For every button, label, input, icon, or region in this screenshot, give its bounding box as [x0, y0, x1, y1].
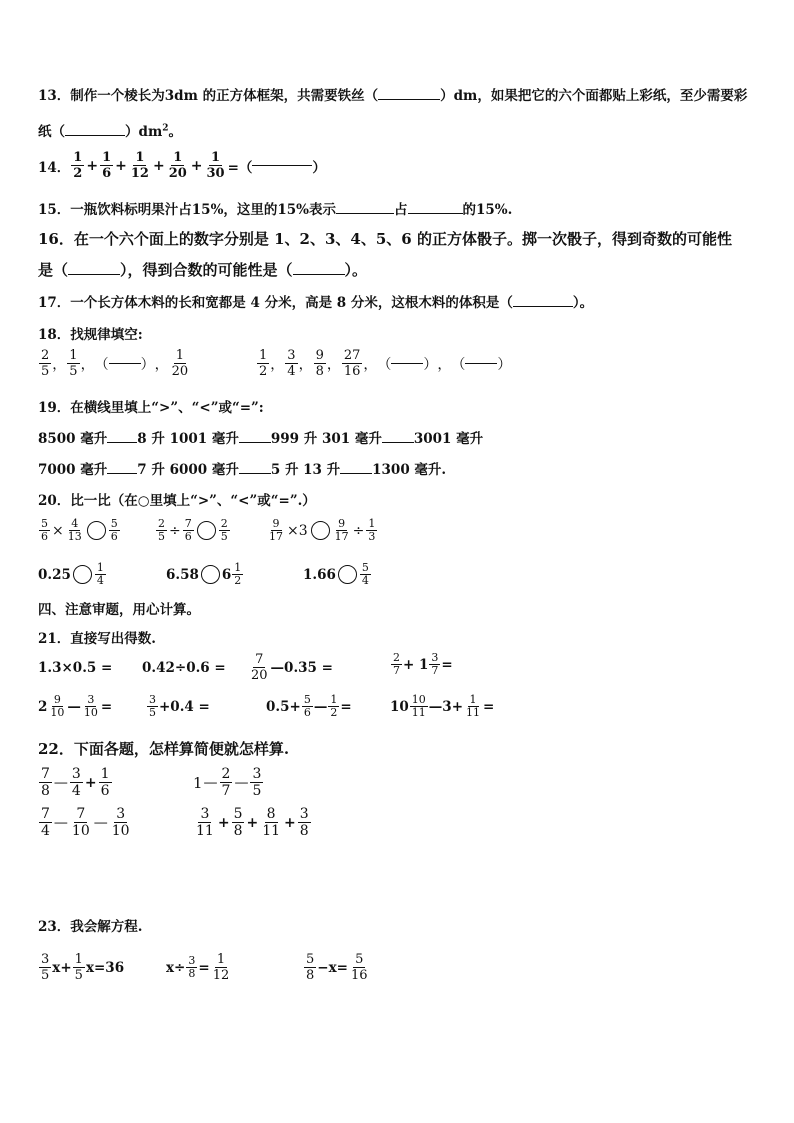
q21-title: 21．直接写出得数.: [38, 631, 156, 647]
text-segment: 1: [193, 773, 203, 792]
numerator: 5: [110, 517, 118, 530]
q22-p1: [38, 766, 113, 799]
compare-circle[interactable]: [73, 565, 92, 584]
text-segment: ，: [363, 356, 378, 373]
text-segment: ）: [140, 356, 155, 373]
denominator: 5: [220, 530, 228, 543]
q20-compare-a2: [155, 518, 231, 543]
text-segment: 3001 毫升: [413, 431, 484, 447]
q18-title: 18．找规律填空:: [38, 327, 143, 343]
denominator: 11: [411, 706, 426, 719]
text-segment: ）: [312, 159, 326, 176]
fraction: [110, 806, 132, 839]
operator: ×3: [287, 522, 308, 539]
numerator: 3: [188, 954, 196, 967]
text-segment: （: [377, 356, 392, 373]
numerator: 3: [116, 806, 126, 822]
text-segment: x=36: [85, 959, 125, 976]
numerator: 9: [272, 517, 280, 530]
denominator: 6: [102, 166, 112, 181]
denominator: 8: [188, 967, 196, 980]
fraction: [211, 952, 232, 983]
numerator: 3: [287, 348, 296, 363]
text-segment: 15．一瓶饮料标明果汁占15%，这里的15%表示: [38, 202, 337, 218]
text-segment: 8500 毫升: [38, 431, 108, 447]
fraction: [99, 766, 112, 799]
text-segment: —: [313, 698, 328, 715]
q13-line2: 纸（ ）$dm^2$。: [38, 123, 182, 140]
denominator: 5: [74, 968, 83, 983]
denominator: 10: [50, 706, 65, 719]
operator: ÷: [352, 522, 365, 539]
fraction: [366, 518, 377, 543]
text-segment: ）: [423, 356, 438, 373]
fraction: [70, 806, 92, 839]
numerator: 1: [469, 693, 477, 706]
text-segment: ，: [326, 356, 341, 373]
fraction: [73, 952, 85, 983]
operator: +: [217, 814, 230, 831]
text-segment: （: [451, 356, 466, 373]
text-segment: 6.58: [166, 566, 199, 583]
answer-blank[interactable]: [391, 363, 423, 364]
numerator: 1: [211, 150, 221, 165]
text-segment: 17．一个长方体木料的长和宽都是 4 分米，高是 8 分米，这根木料的体积是（: [38, 295, 513, 311]
numerator: 1: [173, 150, 183, 165]
fraction: [232, 806, 245, 839]
denominator: 6: [110, 530, 118, 543]
compare-circle[interactable]: [311, 521, 330, 540]
operator: +: [284, 814, 296, 831]
text-segment: =: [340, 698, 352, 715]
numerator: 7: [255, 652, 264, 667]
numerator: 27: [343, 348, 361, 363]
q22-p4: [193, 806, 312, 839]
q19-row-1: [38, 427, 483, 447]
answer-blank[interactable]: [109, 363, 141, 364]
text-segment: ）。: [344, 261, 368, 279]
denominator: 4: [96, 574, 104, 587]
fraction: [464, 694, 482, 719]
fraction: [70, 766, 83, 799]
numerator: 3: [252, 766, 262, 782]
text-segment: =: [100, 698, 113, 715]
denominator: 4: [361, 574, 369, 587]
text-segment: ，: [298, 356, 313, 373]
numerator: 7: [76, 806, 86, 822]
denominator: 2: [330, 706, 338, 719]
denominator: 7: [393, 664, 400, 677]
fraction: [39, 952, 51, 983]
numerator: 3: [41, 952, 50, 967]
q20-compare-b1: [38, 562, 107, 587]
text-segment: 16．在一个六个面上的数字分别是 1、2、3、4、5、6 的正方体骰子。掷一次骰子，得到奇数的可能性: [38, 230, 732, 248]
fraction: [304, 952, 316, 983]
operator: +: [152, 157, 165, 174]
numerator: 2: [158, 517, 165, 530]
denominator: 4: [287, 364, 296, 379]
numerator: 1: [100, 766, 110, 782]
numerator: 1: [135, 150, 145, 165]
numerator: 9: [338, 517, 346, 530]
denominator: 11: [466, 706, 481, 719]
answer-blank[interactable]: [465, 363, 497, 364]
fraction: [391, 652, 402, 677]
q18-sequence-1: [38, 348, 191, 379]
denominator: 2: [259, 364, 268, 379]
numerator: 5: [306, 952, 315, 967]
q22-title: 22．下面各题，怎样算简便就怎样算.: [38, 740, 290, 758]
q22-p2: [193, 766, 264, 799]
text-segment: =: [441, 656, 453, 673]
answer-blank[interactable]: [252, 165, 312, 166]
numerator: 2: [393, 651, 400, 664]
q20-compare-b3: [303, 562, 372, 587]
answer-blank[interactable]: [382, 442, 414, 443]
operator: —: [53, 814, 68, 831]
denominator: 16: [350, 968, 368, 983]
text-segment: （: [94, 356, 109, 373]
numerator: 4: [71, 517, 79, 530]
denominator: 17: [269, 530, 283, 543]
operator: +: [84, 774, 97, 791]
text-segment: 8 升 1001 毫升: [137, 431, 239, 447]
q21-e2: 0.42÷0.6 =: [142, 660, 226, 676]
q21-e4: [390, 652, 453, 677]
fraction: [82, 694, 100, 719]
text-segment: ，: [437, 356, 452, 373]
answer-blank[interactable]: [293, 274, 345, 275]
q15: [38, 198, 512, 218]
denominator: 5: [41, 364, 50, 379]
text-segment: 0.5+: [266, 698, 301, 715]
q21-e6: [146, 694, 210, 719]
q21-e8: [390, 694, 494, 719]
text-segment: —3+: [428, 698, 464, 715]
compare-circle[interactable]: [197, 521, 216, 540]
fraction: [257, 348, 269, 379]
text-segment: 1.66: [303, 566, 336, 583]
denominator: 16: [343, 364, 361, 379]
fraction: [39, 518, 50, 543]
denominator: 7: [221, 783, 231, 799]
answer-blank[interactable]: [378, 99, 440, 100]
fraction: [100, 150, 113, 181]
numerator: 7: [41, 766, 50, 782]
text-segment: x+: [52, 959, 72, 976]
answer-blank[interactable]: [340, 473, 372, 474]
q19-title: 19．在横线里填上“>”、“<”或“=”:: [38, 400, 264, 416]
numerator: 1: [368, 517, 376, 530]
q13-line1: 13．制作一个棱长为3dm 的正方体框架，共需要铁丝（ ）dm，如果把它的六个面都贴上彩纸，至少需要彩: [38, 88, 748, 104]
section-4-heading: 四、注意审题，用心计算。: [38, 602, 200, 618]
text-segment: =（: [227, 159, 253, 176]
fraction: [349, 952, 370, 983]
fraction: [39, 806, 52, 839]
numerator: 1: [73, 150, 83, 165]
q16-line2: [38, 259, 367, 280]
q22-p3: [38, 806, 133, 839]
q20-title: 20．比一比（在○里填上“>”、“<”或“=”.）: [38, 493, 316, 509]
fraction: [183, 518, 194, 543]
denominator: 8: [233, 823, 243, 839]
denominator: 8: [306, 968, 315, 983]
answer-blank[interactable]: [513, 306, 573, 307]
fraction: [109, 518, 120, 543]
fraction: [48, 694, 66, 719]
text-segment: 的15%.: [462, 202, 513, 218]
numerator: 2: [221, 766, 231, 782]
fraction: [205, 150, 227, 181]
numerator: 10: [411, 693, 426, 706]
numerator: 2: [220, 517, 228, 530]
numerator: 1: [102, 150, 112, 165]
operator: —: [53, 774, 68, 791]
text-segment: =: [198, 959, 210, 976]
text-segment: 6: [221, 566, 232, 583]
denominator: 20: [171, 364, 189, 379]
denominator: 11: [196, 823, 214, 839]
denominator: 11: [262, 823, 281, 839]
denominator: 4: [41, 823, 50, 839]
q19-row-2: [38, 458, 446, 478]
operator: —: [93, 814, 108, 831]
q21-e1: 1.3×0.5 =: [38, 660, 113, 676]
denominator: 6: [303, 706, 311, 719]
denominator: 8: [299, 823, 309, 839]
denominator: 10: [83, 706, 98, 719]
denominator: 6: [100, 783, 110, 799]
numerator: 3: [431, 651, 439, 664]
text-segment: ）: [497, 356, 512, 373]
text-segment: +0.4 =: [159, 698, 210, 715]
text-segment: x÷: [166, 959, 186, 976]
answer-blank[interactable]: [336, 213, 394, 214]
text-segment: 是（: [38, 261, 69, 279]
fraction: [410, 694, 428, 719]
fraction: [170, 348, 191, 379]
text-segment: −x=: [317, 959, 348, 976]
q23-e2: [166, 952, 232, 983]
fraction: [285, 348, 297, 379]
operator: +: [115, 157, 127, 174]
denominator: 20: [251, 668, 268, 683]
text-segment: —: [67, 698, 81, 715]
numerator: 7: [184, 517, 192, 530]
fraction: [67, 348, 79, 379]
fraction: [186, 955, 197, 980]
denominator: 12: [130, 166, 149, 181]
text-segment: ），得到合数的可能性是（: [120, 261, 293, 279]
numerator: 1: [216, 952, 226, 967]
answer-blank[interactable]: [408, 213, 463, 214]
q16-line1: [38, 228, 732, 249]
numerator: 5: [303, 693, 311, 706]
q18-sequence-2: [256, 348, 511, 379]
text-segment: ，: [270, 356, 285, 373]
operator: +: [246, 814, 259, 831]
denominator: 12: [212, 968, 230, 983]
fraction: [66, 518, 84, 543]
compare-circle[interactable]: [201, 565, 220, 584]
numerator: 1: [234, 561, 242, 574]
fraction: [333, 518, 351, 543]
denominator: 10: [71, 823, 90, 839]
denominator: 6: [41, 530, 48, 543]
text-segment: ）。: [572, 295, 594, 311]
denominator: 7: [431, 664, 439, 677]
denominator: 20: [168, 166, 187, 181]
numerator: 7: [41, 806, 50, 822]
q23-e3: [303, 952, 371, 983]
denominator: 17: [334, 530, 349, 543]
fraction: [220, 766, 233, 799]
text-segment: + 1: [403, 656, 429, 673]
q21-e7: [266, 694, 352, 719]
compare-circle[interactable]: [87, 521, 106, 540]
fraction: [147, 694, 158, 719]
q20-compare-a3: [266, 518, 378, 543]
fraction: [298, 806, 311, 839]
text-segment: 1300 毫升.: [372, 462, 447, 478]
numerator: 2: [41, 348, 50, 363]
numerator: 1: [175, 348, 184, 363]
q17: [38, 291, 593, 311]
answer-blank[interactable]: [68, 274, 120, 275]
fraction: [39, 348, 51, 379]
denominator: 8: [315, 364, 324, 379]
denominator: 5: [158, 530, 165, 543]
denominator: 5: [69, 364, 78, 379]
numerator: 3: [299, 806, 309, 822]
operator: ÷: [169, 522, 181, 539]
denominator: 5: [41, 968, 50, 983]
fraction: [219, 518, 230, 543]
numerator: 9: [53, 693, 61, 706]
fraction: [156, 518, 167, 543]
answer-blank[interactable]: [65, 135, 125, 136]
text-segment: 占: [394, 202, 408, 218]
fraction: [167, 150, 189, 181]
fraction: [249, 652, 270, 683]
fraction: [250, 766, 263, 799]
text-segment: 2: [38, 698, 48, 715]
answer-blank[interactable]: [239, 473, 271, 474]
q20-compare-a1: [38, 518, 121, 543]
fraction: [71, 150, 84, 181]
numerator: 5: [233, 806, 243, 822]
numerator: 5: [41, 517, 48, 530]
numerator: 3: [149, 693, 156, 706]
numerator: 3: [200, 806, 210, 822]
denominator: 6: [184, 530, 192, 543]
text-segment: 7 升 6000 毫升: [137, 462, 239, 478]
text-segment: =: [483, 698, 495, 715]
numerator: 5: [361, 561, 369, 574]
q23-e1: [38, 952, 124, 983]
q14: 14． $\frac{1}{2}$ + $\frac{1}{6}$ + $\frac{1}{12}$ + $\frac{1}{20}$ + $\frac{1}{30}$ =（ ）: [38, 150, 326, 181]
fraction: [260, 806, 282, 839]
text-segment: 5 升 13 升: [270, 462, 341, 478]
q21-e5: [38, 694, 112, 719]
denominator: 30: [206, 166, 225, 181]
fraction: [267, 518, 285, 543]
text-segment: 999 升 301 毫升: [270, 431, 382, 447]
operator: —: [234, 774, 249, 791]
fraction: [232, 562, 243, 587]
denominator: 13: [67, 530, 82, 543]
fraction: [360, 562, 371, 587]
fraction: [95, 562, 106, 587]
operator: +: [86, 157, 99, 174]
text-segment: 10: [390, 698, 409, 715]
numerator: 9: [315, 348, 324, 363]
numerator: 1: [96, 561, 104, 574]
numerator: 3: [87, 693, 95, 706]
text-segment: ，: [154, 356, 169, 373]
text-segment: ，: [52, 356, 67, 373]
q21-e3: [248, 652, 333, 683]
numerator: 1: [74, 952, 83, 967]
numerator: 5: [355, 952, 364, 967]
answer-blank[interactable]: [107, 442, 137, 443]
fraction: [129, 150, 151, 181]
denominator: 2: [73, 166, 83, 181]
text-segment: —0.35 =: [270, 659, 333, 676]
numerator: 1: [330, 693, 338, 706]
denominator: 5: [252, 783, 262, 799]
denominator: 10: [111, 823, 130, 839]
numerator: 3: [71, 766, 81, 782]
text-segment: 7000 毫升: [38, 462, 108, 478]
fraction: [39, 766, 52, 799]
fraction: [342, 348, 363, 379]
compare-circle[interactable]: [338, 565, 357, 584]
numerator: 8: [266, 806, 276, 822]
operator: —: [203, 774, 218, 791]
denominator: 8: [41, 783, 50, 799]
numerator: 1: [259, 348, 268, 363]
text-segment: ，: [80, 356, 95, 373]
text-segment: 0.25: [38, 566, 71, 583]
fraction: [314, 348, 326, 379]
fraction: [302, 694, 313, 719]
answer-blank[interactable]: [107, 473, 137, 474]
denominator: 2: [234, 574, 242, 587]
fraction: [429, 652, 440, 677]
numerator: 1: [69, 348, 78, 363]
answer-blank[interactable]: [239, 442, 271, 443]
q23-title: 23．我会解方程.: [38, 919, 143, 935]
denominator: 3: [368, 530, 376, 543]
fraction: [194, 806, 216, 839]
operator: +: [190, 157, 203, 174]
denominator: 5: [149, 706, 156, 719]
fraction: [328, 694, 339, 719]
denominator: 4: [71, 783, 81, 799]
q20-compare-b2: [166, 562, 244, 587]
operator: ×: [52, 522, 64, 539]
